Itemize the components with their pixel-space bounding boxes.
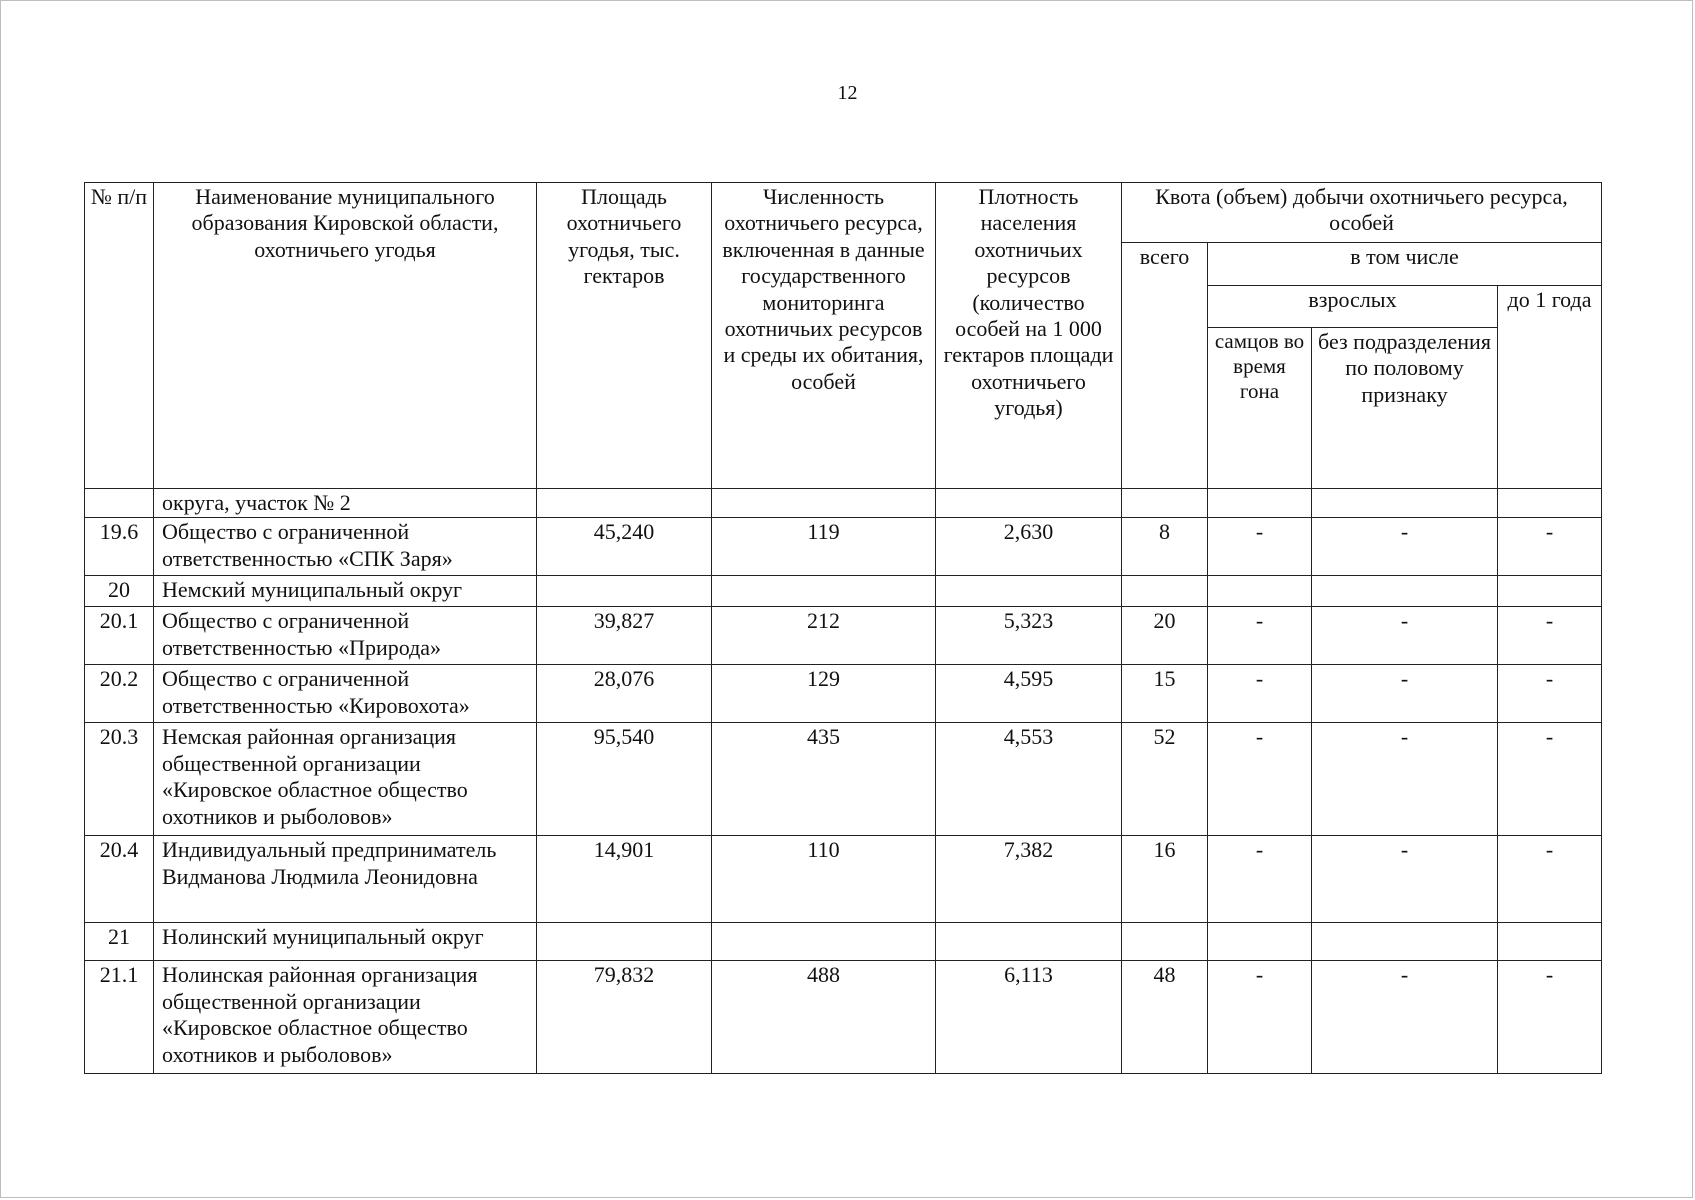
cell-nogender: - xyxy=(1312,723,1498,836)
cell-num: 20.2 xyxy=(85,665,154,723)
cell-name: Немская районная организация общественной организации «Кировское областное общество охотников и рыболовов» xyxy=(154,723,537,836)
header-density: Плотность населения охотничьих ресурсов (количество особей на 1 000 гектаров площади охотничьего угодья) xyxy=(936,183,1122,489)
cell-name: Немский муниципальный округ xyxy=(154,576,537,607)
cell-population: 435 xyxy=(712,723,936,836)
cell-nogender: - xyxy=(1312,518,1498,576)
table-row xyxy=(85,923,1602,961)
header-no-gender: без подразделения по половому признаку xyxy=(1312,328,1498,489)
cell-density xyxy=(936,489,1122,518)
cell-density xyxy=(936,923,1122,961)
cell-population: 119 xyxy=(712,518,936,576)
cell-males xyxy=(1208,576,1312,607)
cell-nogender: - xyxy=(1312,665,1498,723)
cell-population: 110 xyxy=(712,836,936,923)
page-number: 12 xyxy=(837,82,858,104)
cell-area: 79,832 xyxy=(537,961,712,1074)
cell-name: Нолинский муниципальный округ xyxy=(154,923,537,961)
cell-num: 20.3 xyxy=(85,723,154,836)
cell-name: округа, участок № 2 xyxy=(154,489,537,518)
cell-density xyxy=(936,576,1122,607)
cell-density: 4,553 xyxy=(936,723,1122,836)
cell-males: - xyxy=(1208,665,1312,723)
cell-area xyxy=(537,576,712,607)
cell-num: 19.6 xyxy=(85,518,154,576)
cell-males: - xyxy=(1208,607,1312,665)
table-row xyxy=(85,489,1602,518)
cell-males: - xyxy=(1208,836,1312,923)
header-num: № п/п xyxy=(85,183,154,489)
cell-density: 4,595 xyxy=(936,665,1122,723)
cell-area: 14,901 xyxy=(537,836,712,923)
cell-name: Индивидуальный предприниматель Видманова Людмила Леонидовна xyxy=(154,836,537,923)
cell-num: 20.4 xyxy=(85,836,154,923)
cell-density: 6,113 xyxy=(936,961,1122,1074)
cell-population: 129 xyxy=(712,665,936,723)
cell-density: 7,382 xyxy=(936,836,1122,923)
table-row xyxy=(85,518,1602,576)
cell-nogender xyxy=(1312,576,1498,607)
cell-total: 8 xyxy=(1122,518,1208,576)
header-males-rut: самцов во время гона xyxy=(1208,328,1312,489)
cell-young: - xyxy=(1498,518,1602,576)
header-including: в том числе xyxy=(1208,243,1602,286)
cell-total: 52 xyxy=(1122,723,1208,836)
table-row xyxy=(85,576,1602,607)
cell-num: 21.1 xyxy=(85,961,154,1074)
table-row xyxy=(85,607,1602,665)
cell-males xyxy=(1208,489,1312,518)
cell-young: - xyxy=(1498,836,1602,923)
cell-population xyxy=(712,923,936,961)
cell-area xyxy=(537,923,712,961)
cell-nogender: - xyxy=(1312,607,1498,665)
cell-young: - xyxy=(1498,665,1602,723)
cell-num xyxy=(85,489,154,518)
cell-young: - xyxy=(1498,961,1602,1074)
table-row xyxy=(85,961,1602,1074)
cell-num: 20.1 xyxy=(85,607,154,665)
header-under-one: до 1 года xyxy=(1498,286,1602,489)
cell-young: - xyxy=(1498,723,1602,836)
cell-young xyxy=(1498,576,1602,607)
cell-nogender xyxy=(1312,489,1498,518)
cell-total: 20 xyxy=(1122,607,1208,665)
cell-males: - xyxy=(1208,518,1312,576)
cell-total xyxy=(1122,923,1208,961)
header-population: Численность охотничьего ресурса, включенная в данные государственного мониторинга охотничьих ресурсов и среды их обитания, особей xyxy=(712,183,936,489)
cell-name: Нолинская районная организация общественной организации «Кировское областное общество охотников и рыболовов» xyxy=(154,961,537,1074)
quota-table xyxy=(84,182,1602,1074)
cell-total: 16 xyxy=(1122,836,1208,923)
cell-population: 212 xyxy=(712,607,936,665)
cell-num: 21 xyxy=(85,923,154,961)
cell-name: Общество с ограниченной ответственностью «СПК Заря» xyxy=(154,518,537,576)
cell-area: 39,827 xyxy=(537,607,712,665)
header-area: Площадь охотничьего угодья, тыс. гектаров xyxy=(537,183,712,489)
cell-young xyxy=(1498,489,1602,518)
cell-nogender xyxy=(1312,923,1498,961)
cell-total xyxy=(1122,489,1208,518)
cell-young: - xyxy=(1498,607,1602,665)
cell-area: 45,240 xyxy=(537,518,712,576)
cell-area: 95,540 xyxy=(537,723,712,836)
header-total: всего xyxy=(1122,243,1208,489)
cell-males: - xyxy=(1208,723,1312,836)
table-row xyxy=(85,665,1602,723)
cell-name: Общество с ограниченной ответственностью «Кировохота» xyxy=(154,665,537,723)
cell-num: 20 xyxy=(85,576,154,607)
table-row xyxy=(85,836,1602,923)
cell-young xyxy=(1498,923,1602,961)
cell-density: 2,630 xyxy=(936,518,1122,576)
cell-population: 488 xyxy=(712,961,936,1074)
cell-density: 5,323 xyxy=(936,607,1122,665)
cell-name: Общество с ограниченной ответственностью «Природа» xyxy=(154,607,537,665)
cell-population xyxy=(712,489,936,518)
cell-total: 15 xyxy=(1122,665,1208,723)
cell-total: 48 xyxy=(1122,961,1208,1074)
header-quota: Квота (объем) добычи охотничьего ресурса, особей xyxy=(1122,183,1602,243)
table-row xyxy=(85,723,1602,836)
cell-males xyxy=(1208,923,1312,961)
cell-total xyxy=(1122,576,1208,607)
cell-nogender: - xyxy=(1312,961,1498,1074)
cell-area xyxy=(537,489,712,518)
cell-population xyxy=(712,576,936,607)
header-adults: взрослых xyxy=(1208,286,1498,328)
header-name: Наименование муниципального образования Кировской области, охотничьего угодья xyxy=(154,183,537,489)
cell-nogender: - xyxy=(1312,836,1498,923)
cell-males: - xyxy=(1208,961,1312,1074)
cell-area: 28,076 xyxy=(537,665,712,723)
